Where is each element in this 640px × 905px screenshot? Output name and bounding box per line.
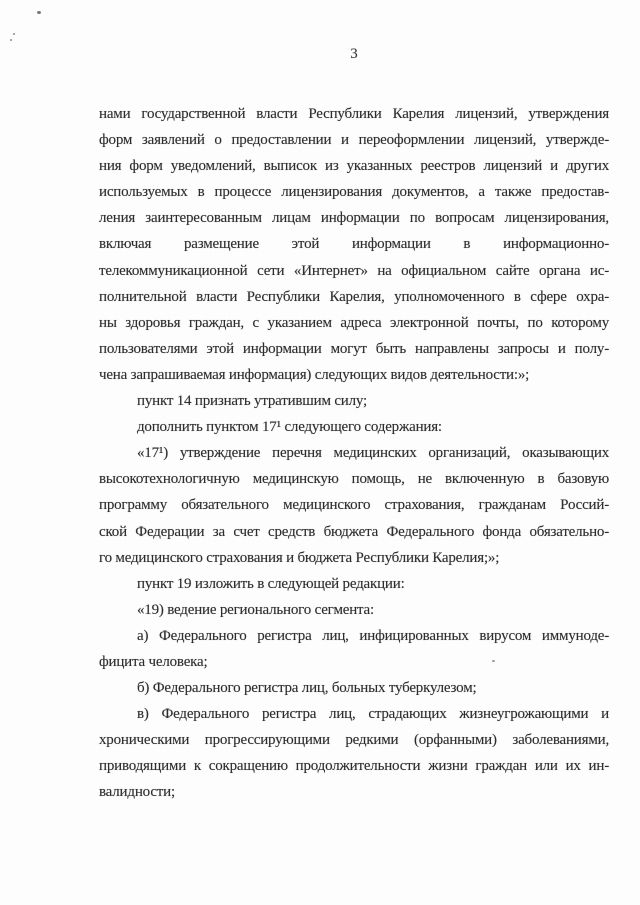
paragraph bbox=[99, 675, 609, 701]
paragraph bbox=[99, 571, 609, 597]
text-line: используемых в процессе лицензирования документов, а также предостав- bbox=[99, 184, 609, 201]
text-line: дополнить пунктом 17¹ следующего содержания: bbox=[137, 419, 442, 436]
paragraph bbox=[99, 414, 609, 440]
text-line: фицита человека; bbox=[99, 653, 208, 670]
text-line: ны здоровья граждан, с указанием адреса электронной почты, по которому bbox=[99, 314, 609, 331]
text-line: «17¹) утверждение перечня медицинских организаций, оказывающих bbox=[137, 445, 609, 462]
text-line: полнительной власти Республики Карелия, уполномоченного в сфере охра- bbox=[99, 288, 609, 305]
text-line: приводящими к сокращению продолжительности жизни граждан или их ин- bbox=[99, 758, 609, 775]
text-line: пункт 14 признать утратившим силу; bbox=[137, 393, 367, 410]
paragraph bbox=[99, 597, 609, 623]
scan-speck bbox=[13, 33, 15, 35]
text-line: пункт 19 изложить в следующей редакции: bbox=[137, 575, 405, 592]
paragraph bbox=[99, 388, 609, 414]
text-line: б) Федерального регистра лиц, больных туберкулезом; bbox=[137, 680, 477, 697]
text-line: чена запрашиваемая информация) следующих видов деятельности:»; bbox=[99, 366, 530, 383]
text-line: телекоммуникационной сети «Интернет» на официальном сайте органа ис- bbox=[99, 262, 609, 279]
text-line: высокотехнологичную медицинскую помощь, не включенную в базовую bbox=[99, 471, 609, 488]
text-line: хроническими прогрессирующими редкими (орфанными) заболеваниями, bbox=[99, 732, 609, 749]
paragraph bbox=[99, 701, 609, 805]
text-line: го медицинского страхования и бюджета Республики Карелия;»; bbox=[99, 549, 500, 566]
page-number: 3 bbox=[350, 46, 358, 62]
text-line: нами государственной власти Республики Карелия лицензий, утверждения bbox=[99, 106, 609, 122]
scan-speck bbox=[37, 11, 41, 14]
document-body bbox=[99, 101, 609, 806]
text-line: пользователями этой информации могут быть направлены запросы и полу- bbox=[99, 340, 609, 357]
text-line: а) Федерального регистра лиц, инфицированных вирусом иммуноде- bbox=[137, 627, 609, 644]
text-line: валидности; bbox=[99, 784, 175, 801]
text-line: ния форм уведомлений, выписок из указанных реестров лицензий и других bbox=[99, 158, 609, 175]
paragraph bbox=[99, 101, 609, 388]
text-line: «19) ведение регионального сегмента: bbox=[137, 601, 374, 618]
text-line: ления заинтересованным лицам информации по вопросам лицензирования, bbox=[99, 210, 609, 227]
paragraph bbox=[99, 440, 609, 570]
text-line: форм заявлений о предоставлении и переоформлении лицензий, утвержде- bbox=[99, 132, 609, 149]
text-line: включая размещение этой информации в информационно- bbox=[99, 236, 609, 253]
text-line: ской Федерации за счет средств бюджета Федерального фонда обязательно- bbox=[99, 523, 609, 540]
paragraph bbox=[99, 623, 609, 675]
text-line: в) Федерального регистра лиц, страдающих жизнеугрожающими и bbox=[137, 706, 609, 723]
scan-speck bbox=[10, 39, 12, 41]
text-line: программу обязательного медицинского страхования, гражданам Россий- bbox=[99, 497, 609, 514]
